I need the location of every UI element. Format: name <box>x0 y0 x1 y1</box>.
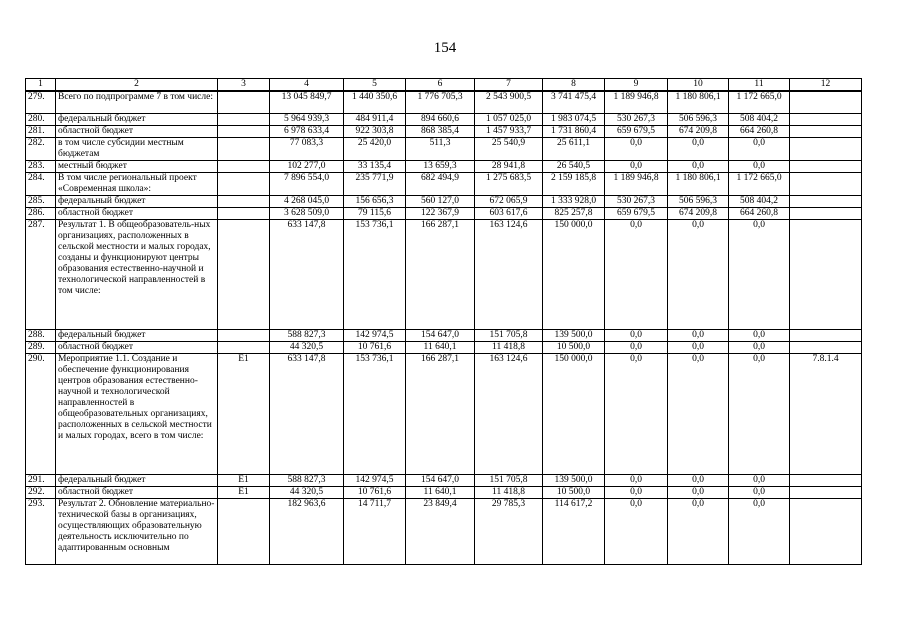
amount-cell: 122 367,9 <box>406 207 475 219</box>
amount-cell: 0,0 <box>668 219 729 329</box>
row-number: 290. <box>26 353 56 474</box>
amount-cell: 1 731 860,4 <box>543 125 605 137</box>
row-reference <box>790 160 862 172</box>
table-row <box>26 137 862 160</box>
row-number: 287. <box>26 219 56 329</box>
row-description: областной бюджет <box>56 341 218 353</box>
amount-cell: 154 647,0 <box>406 329 475 341</box>
amount-cell: 0,0 <box>668 474 729 486</box>
row-code <box>218 113 270 125</box>
amount-cell: 0,0 <box>605 353 668 474</box>
amount-cell: 14 711,7 <box>344 498 406 564</box>
row-reference <box>790 219 862 329</box>
amount-cell: 79 115,6 <box>344 207 406 219</box>
amount-cell: 0,0 <box>729 219 790 329</box>
column-header: 11 <box>729 79 790 92</box>
row-reference: 7.8.1.4 <box>790 353 862 474</box>
amount-cell: 153 736,1 <box>344 353 406 474</box>
amount-cell: 1 189 946,8 <box>605 172 668 195</box>
amount-cell: 0,0 <box>605 486 668 498</box>
amount-cell: 5 964 939,3 <box>270 113 344 125</box>
amount-cell: 0,0 <box>729 486 790 498</box>
amount-cell: 0,0 <box>605 160 668 172</box>
row-reference <box>790 498 862 564</box>
amount-cell: 10 500,0 <box>543 341 605 353</box>
amount-cell: 530 267,3 <box>605 195 668 207</box>
row-number: 293. <box>26 498 56 564</box>
row-description: Всего по подпрограмме 7 в том числе: <box>56 91 218 113</box>
amount-cell: 0,0 <box>668 498 729 564</box>
row-number: 282. <box>26 137 56 160</box>
amount-cell: 633 147,8 <box>270 219 344 329</box>
column-header: 9 <box>605 79 668 92</box>
amount-cell: 0,0 <box>729 353 790 474</box>
page-number: 154 <box>433 40 457 56</box>
amount-cell: 3 741 475,4 <box>543 91 605 113</box>
row-reference <box>790 329 862 341</box>
row-code <box>218 137 270 160</box>
row-number: 291. <box>26 474 56 486</box>
table-row <box>26 329 862 341</box>
amount-cell: 102 277,0 <box>270 160 344 172</box>
amount-cell: 166 287,1 <box>406 353 475 474</box>
table-row <box>26 474 862 486</box>
amount-cell: 11 418,8 <box>475 486 543 498</box>
table-row <box>26 498 862 564</box>
amount-cell: 25 540,9 <box>475 137 543 160</box>
table-row <box>26 113 862 125</box>
column-header: 7 <box>475 79 543 92</box>
amount-cell: 1 180 806,1 <box>668 172 729 195</box>
amount-cell: 0,0 <box>605 474 668 486</box>
table-row <box>26 160 862 172</box>
amount-cell: 10 761,6 <box>344 486 406 498</box>
row-code <box>218 207 270 219</box>
row-code: E1 <box>218 486 270 498</box>
row-reference <box>790 137 862 160</box>
amount-cell: 33 135,4 <box>344 160 406 172</box>
amount-cell: 235 771,9 <box>344 172 406 195</box>
amount-cell: 7 896 554,0 <box>270 172 344 195</box>
row-description: федеральный бюджет <box>56 195 218 207</box>
table-row <box>26 219 862 329</box>
amount-cell: 682 494,9 <box>406 172 475 195</box>
amount-cell: 6 978 633,4 <box>270 125 344 137</box>
row-number: 280. <box>26 113 56 125</box>
amount-cell: 825 257,8 <box>543 207 605 219</box>
row-description: Результат 2. Обновление материально-технической базы в организациях, осуществляющих образовательную деятельность исключительно по адаптированным основным <box>56 498 218 564</box>
table-row <box>26 353 862 474</box>
amount-cell: 142 974,5 <box>344 474 406 486</box>
column-header: 3 <box>218 79 270 92</box>
amount-cell: 0,0 <box>729 137 790 160</box>
row-reference <box>790 125 862 137</box>
amount-cell: 11 418,8 <box>475 341 543 353</box>
amount-cell: 25 611,1 <box>543 137 605 160</box>
amount-cell: 484 911,4 <box>344 113 406 125</box>
amount-cell: 0,0 <box>729 474 790 486</box>
amount-cell: 10 500,0 <box>543 486 605 498</box>
table-row <box>26 172 862 195</box>
amount-cell: 0,0 <box>729 160 790 172</box>
amount-cell: 25 420,0 <box>344 137 406 160</box>
amount-cell: 4 268 045,0 <box>270 195 344 207</box>
table-header-row <box>26 79 862 92</box>
row-reference <box>790 113 862 125</box>
row-number: 281. <box>26 125 56 137</box>
amount-cell: 588 827,3 <box>270 329 344 341</box>
amount-cell: 154 647,0 <box>406 474 475 486</box>
amount-cell: 26 540,5 <box>543 160 605 172</box>
row-number: 285. <box>26 195 56 207</box>
amount-cell: 1 275 683,5 <box>475 172 543 195</box>
amount-cell: 13 659,3 <box>406 160 475 172</box>
row-description: Мероприятие 1.1. Создание и обеспечение функционирования центров образования естественно-научной и технологической направленностей в общеобразовательных организациях, расположенных в сельской местности и малых городах, всего в том числе: <box>56 353 218 474</box>
column-header: 2 <box>56 79 218 92</box>
amount-cell: 664 260,8 <box>729 207 790 219</box>
amount-cell: 114 617,2 <box>543 498 605 564</box>
row-code <box>218 125 270 137</box>
amount-cell: 23 849,4 <box>406 498 475 564</box>
amount-cell: 0,0 <box>729 329 790 341</box>
amount-cell: 163 124,6 <box>475 353 543 474</box>
amount-cell: 894 660,6 <box>406 113 475 125</box>
row-number: 288. <box>26 329 56 341</box>
row-code <box>218 341 270 353</box>
row-reference <box>790 207 862 219</box>
amount-cell: 0,0 <box>729 341 790 353</box>
amount-cell: 1 983 074,5 <box>543 113 605 125</box>
budget-table <box>25 78 862 565</box>
row-number: 283. <box>26 160 56 172</box>
amount-cell: 1 180 806,1 <box>668 91 729 113</box>
amount-cell: 633 147,8 <box>270 353 344 474</box>
amount-cell: 511,3 <box>406 137 475 160</box>
table-row <box>26 195 862 207</box>
row-code: E1 <box>218 474 270 486</box>
row-reference <box>790 474 862 486</box>
amount-cell: 0,0 <box>668 137 729 160</box>
amount-cell: 150 000,0 <box>543 353 605 474</box>
amount-cell: 0,0 <box>605 498 668 564</box>
column-header: 4 <box>270 79 344 92</box>
row-code <box>218 172 270 195</box>
row-number: 284. <box>26 172 56 195</box>
row-code <box>218 160 270 172</box>
row-number: 289. <box>26 341 56 353</box>
amount-cell: 508 404,2 <box>729 195 790 207</box>
amount-cell: 0,0 <box>605 219 668 329</box>
row-reference <box>790 195 862 207</box>
amount-cell: 10 761,6 <box>344 341 406 353</box>
amount-cell: 674 209,8 <box>668 125 729 137</box>
amount-cell: 1 333 928,0 <box>543 195 605 207</box>
amount-cell: 1 172 665,0 <box>729 91 790 113</box>
amount-cell: 868 385,4 <box>406 125 475 137</box>
amount-cell: 530 267,3 <box>605 113 668 125</box>
row-description: федеральный бюджет <box>56 113 218 125</box>
amount-cell: 0,0 <box>668 486 729 498</box>
amount-cell: 166 287,1 <box>406 219 475 329</box>
amount-cell: 3 628 509,0 <box>270 207 344 219</box>
row-code: E1 <box>218 353 270 474</box>
amount-cell: 153 736,1 <box>344 219 406 329</box>
amount-cell: 44 320,5 <box>270 486 344 498</box>
amount-cell: 506 596,3 <box>668 113 729 125</box>
amount-cell: 13 045 849,7 <box>270 91 344 113</box>
amount-cell: 2 543 900,5 <box>475 91 543 113</box>
amount-cell: 1 057 025,0 <box>475 113 543 125</box>
amount-cell: 1 457 933,7 <box>475 125 543 137</box>
column-header: 12 <box>790 79 862 92</box>
row-number: 279. <box>26 91 56 113</box>
row-description: федеральный бюджет <box>56 329 218 341</box>
amount-cell: 0,0 <box>668 353 729 474</box>
amount-cell: 142 974,5 <box>344 329 406 341</box>
row-description: в том числе субсидии местным бюджетам <box>56 137 218 160</box>
row-reference <box>790 91 862 113</box>
row-description: местный бюджет <box>56 160 218 172</box>
amount-cell: 151 705,8 <box>475 329 543 341</box>
amount-cell: 156 656,3 <box>344 195 406 207</box>
amount-cell: 1 440 350,6 <box>344 91 406 113</box>
amount-cell: 674 209,8 <box>668 207 729 219</box>
amount-cell: 588 827,3 <box>270 474 344 486</box>
amount-cell: 28 941,8 <box>475 160 543 172</box>
row-reference <box>790 341 862 353</box>
amount-cell: 922 303,8 <box>344 125 406 137</box>
amount-cell: 659 679,5 <box>605 125 668 137</box>
column-header: 5 <box>344 79 406 92</box>
table-row <box>26 207 862 219</box>
amount-cell: 0,0 <box>605 329 668 341</box>
amount-cell: 0,0 <box>668 329 729 341</box>
row-number: 292. <box>26 486 56 498</box>
amount-cell: 0,0 <box>668 160 729 172</box>
row-code <box>218 91 270 113</box>
row-number: 286. <box>26 207 56 219</box>
amount-cell: 664 260,8 <box>729 125 790 137</box>
amount-cell: 1 189 946,8 <box>605 91 668 113</box>
amount-cell: 2 159 185,8 <box>543 172 605 195</box>
table-row <box>26 125 862 137</box>
amount-cell: 11 640,1 <box>406 486 475 498</box>
amount-cell: 603 617,6 <box>475 207 543 219</box>
amount-cell: 163 124,6 <box>475 219 543 329</box>
amount-cell: 150 000,0 <box>543 219 605 329</box>
amount-cell: 659 679,5 <box>605 207 668 219</box>
amount-cell: 151 705,8 <box>475 474 543 486</box>
row-description: федеральный бюджет <box>56 474 218 486</box>
amount-cell: 1 172 665,0 <box>729 172 790 195</box>
column-header: 8 <box>543 79 605 92</box>
row-description: В том числе региональный проект «Современная школа»: <box>56 172 218 195</box>
amount-cell: 11 640,1 <box>406 341 475 353</box>
row-code <box>218 195 270 207</box>
column-header: 6 <box>406 79 475 92</box>
amount-cell: 0,0 <box>729 498 790 564</box>
row-code <box>218 498 270 564</box>
row-reference <box>790 172 862 195</box>
amount-cell: 506 596,3 <box>668 195 729 207</box>
table-row <box>26 486 862 498</box>
amount-cell: 182 963,6 <box>270 498 344 564</box>
amount-cell: 139 500,0 <box>543 474 605 486</box>
row-description: областной бюджет <box>56 486 218 498</box>
amount-cell: 560 127,0 <box>406 195 475 207</box>
table-row <box>26 341 862 353</box>
amount-cell: 0,0 <box>605 137 668 160</box>
row-reference <box>790 486 862 498</box>
amount-cell: 139 500,0 <box>543 329 605 341</box>
row-code <box>218 219 270 329</box>
column-header: 10 <box>668 79 729 92</box>
amount-cell: 77 083,3 <box>270 137 344 160</box>
row-description: областной бюджет <box>56 207 218 219</box>
amount-cell: 1 776 705,3 <box>406 91 475 113</box>
table-row <box>26 91 862 113</box>
row-code <box>218 329 270 341</box>
row-description: областной бюджет <box>56 125 218 137</box>
amount-cell: 0,0 <box>605 341 668 353</box>
column-header: 1 <box>26 79 56 92</box>
amount-cell: 672 065,9 <box>475 195 543 207</box>
amount-cell: 508 404,2 <box>729 113 790 125</box>
amount-cell: 0,0 <box>668 341 729 353</box>
amount-cell: 44 320,5 <box>270 341 344 353</box>
amount-cell: 29 785,3 <box>475 498 543 564</box>
row-description: Результат 1. В общеобразователь-ных организациях, расположенных в сельской местности и малых городах, созданы и функционируют центры образования естественно-научной и технологической направленностей в том числе: <box>56 219 218 329</box>
